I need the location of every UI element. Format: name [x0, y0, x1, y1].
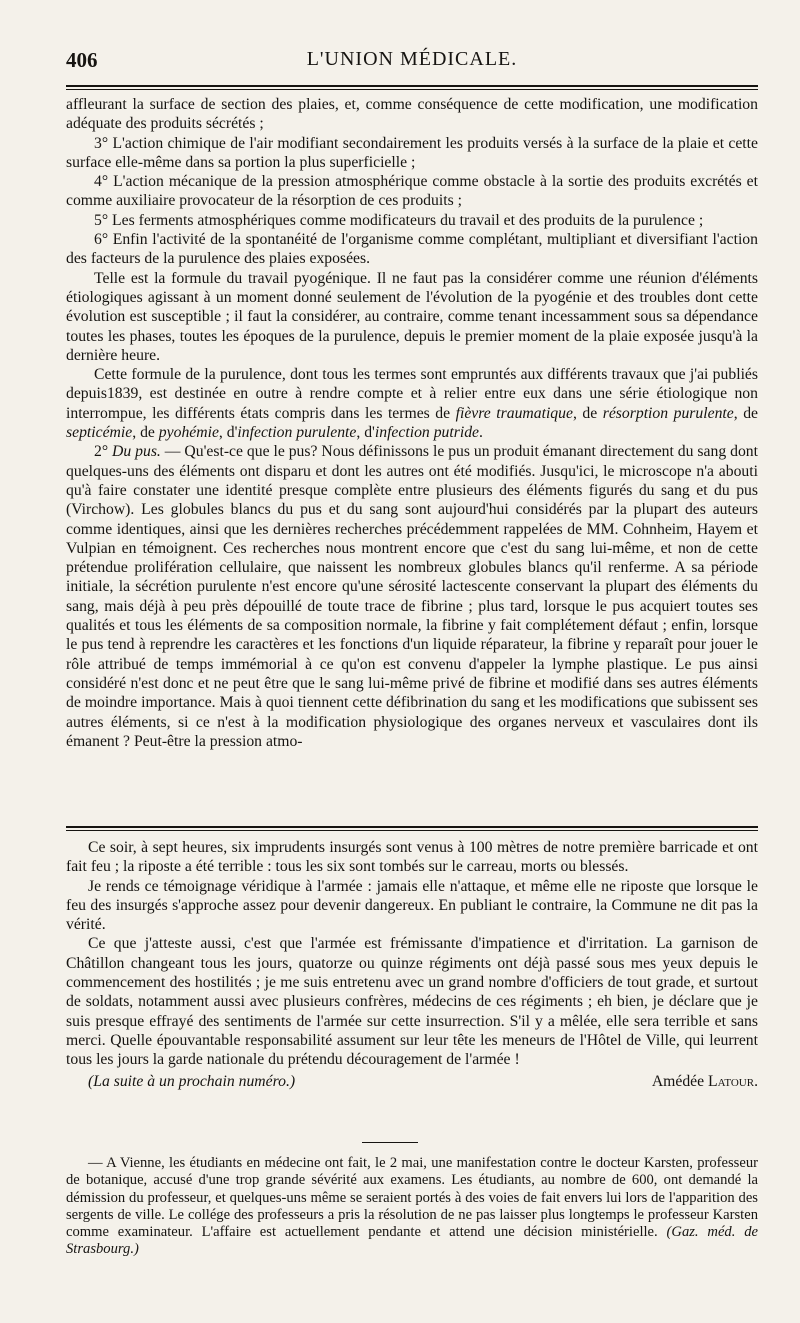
signature-line: [66, 1072, 758, 1091]
section-number: 2°: [94, 443, 113, 461]
feuilleton: [66, 838, 758, 1091]
paragraph: Ce que j'atteste aussi, c'est que l'armée est frémissante d'impatience et d'irritation. La garnison de Châtillon changeant tous les jours, quatorze ou quinze régiments ont déjà passé sous mes yeux depuis le commencement des hostilités ; je me suis entretenu avec un grand nombre d'officiers de tout grade, et surtout de soldats, notamment aussi avec plusieurs confrères, médecins de ces régiments ; eh bien, je déclare que je suis presque effrayé des sentiments de l'armée sur cette insurrection. S'il y a mêlée, elle sera terrible et sans merci. Quelle épouvantable responsabilité assument sur leur tête les meneurs de l'Hôtel de Ville, qui leurrent tous les jours la garde nationale du prétendu découragement de l'armée !: [66, 935, 758, 1069]
text-run: , de: [733, 404, 758, 422]
news-item: [66, 1155, 758, 1259]
page-header: [66, 48, 758, 78]
paragraph: Je rends ce témoignage véridique à l'armée : jamais elle n'attaque, et même elle ne riposte que lorsque le feu des insurgés s'approche assez pour devenir dangereux. En publiant le contraire, la Commune ne dit pas la vérité.: [66, 877, 758, 934]
continuation-note: (La suite à un prochain numéro.): [88, 1072, 296, 1090]
section-divider: [362, 1142, 418, 1143]
term: infection purulente: [237, 424, 357, 442]
author-first-name: Amédée: [651, 1072, 709, 1090]
text-run: , de: [572, 404, 603, 422]
page-number: 406: [66, 48, 98, 72]
text-run: , d': [356, 424, 375, 442]
paragraph: Telle est la formule du travail pyogénique. Il ne faut pas la considérer comme une réunion d'éléments étiologiques agissant à un moment donné seulement de l'évolution de la pyogénie et des troubles dont cette évolution est susceptible ; il faut la considérer, au contraire, comme tenant incessamment sous sa dépendance toutes les phases, toutes les époques de la purulence, depuis le premier moment de la plaie exposée jusqu'à la dernière heure.: [66, 269, 758, 364]
text-run: .: [479, 424, 483, 442]
term: fièvre traumatique: [455, 404, 573, 422]
term: septicémie: [66, 424, 133, 442]
text-run: — A Vienne, les étudiants en médecine ont fait, le 2 mai, une manifestation contre le docteur Karsten, professeur de botanique, accusé d'une trop grande sévérité aux examens. Les étudiants, au nombre de 600, ont demandé la démission du professeur, et quelques-uns même se seraient portés à des voies de fait envers lui lors de l'apparition des sergents de ville. Le collége des professeurs a pris la résolution de ne pas laisser plus longtemps le professeur Karsten comme examinateur. L'affaire est actuellement pendante et attend une décision ministérielle.: [66, 1155, 758, 1241]
paragraph: [66, 442, 758, 751]
text-run: — Qu'est-ce que le pus? Nous définissons le pus un produit émanant directement du sang dont quelques-uns des éléments ont disparu et dont les autres ont été modifiés. Jusqu'ici, le microscope n'a abouti qu'à faire constater une identité presque complète entre plusieurs des éléments figurés du sang et du pus (Virchow). Les globules blancs du pus et du sang sont aujourd'hui considérés par la plupart des auteurs comme identiques, ainsi que les dernières recherches précédemment rappelées de MM. Cohnheim, Hayem et Vulpian en témoignent. Ces recherches nous montrent encore que c'est du sang lui-même, et non de cette prétendue prolifération cellulaire, que naissent les nombreux globules blancs qu'il renferme. A sa période initiale, la sécrétion purulente n'est encore qu'une sérosité lactescente conservant la plupart des éléments du sang, mais déjà à peu près dépouillé de toute trace de fibrine ; plus tard, lorsque le pus acquiert toutes ses qualités et tous les éléments de sa composition normale, la fibrine y fait complétement défaut ; enfin, lorsque le pus tend à reprendre les caractères et les fonctions d'un liquide réparateur, la fibrine y reparaît pour jouer le rôle attribué de temps immémorial à ce qu'on est convenu d'appeler la lymphe plastique. Le pus ainsi considéré n'est donc et ne peut être que le sang lui-même privé de fibrine et modifié dans ses autres éléments de moindre importance. Mais à quoi tiennent cette défibrination du sang et les modifications que subissent ses autres éléments, si ce n'est à la modification physiologique des organes nerveux et vasculaires dont ils émanent ? Peut-être la pression atmo-: [66, 443, 758, 750]
paragraph: [66, 1155, 758, 1259]
paragraph: 5° Les ferments atmosphériques comme modificateurs du travail et des produits de la purulence ;: [94, 211, 704, 229]
paragraph: 4° L'action mécanique de la pression atmosphérique comme obstacle à la sortie des produits excrétés et comme auxiliaire provocateur de la résorption de ces produits ;: [66, 173, 758, 210]
section-heading: Du pus.: [112, 443, 161, 461]
author-signature: [652, 1072, 758, 1091]
term: infection putride: [374, 424, 480, 442]
source-citation: (Gaz. méd. de Strasbourg.): [66, 1224, 759, 1258]
running-title: L'UNION MÉDICALE.: [306, 48, 518, 70]
header-rule: [66, 85, 758, 90]
main-article: [66, 95, 758, 751]
term: résorption purulente: [602, 404, 734, 422]
paragraph: Ce soir, à sept heures, six imprudents insurgés sont venus à 100 mètres de notre première barricade et ont fait feu ; la riposte a été terrible : tous les six sont tombés sur le carreau, morts ou blessés.: [66, 839, 758, 876]
paragraph: [66, 365, 758, 442]
author-last-name: Latour.: [708, 1072, 758, 1090]
paragraph: 6° Enfin l'activité de la spontanéité de l'organisme comme complétant, multipliant et diversifiant l'action des facteurs de la purulence des plaies exposées.: [66, 231, 758, 268]
paragraph: affleurant la surface de section des plaies, et, comme conséquence de cette modification, une modification adéquate des produits sécrétés ;: [66, 96, 758, 133]
paragraph: 3° L'action chimique de l'air modifiant secondairement les produits versés à la surface de la plaie et cette surface elle-même dans sa portion la plus superficielle ;: [66, 134, 758, 171]
text-run: , de: [132, 424, 159, 442]
term: pyohémie: [158, 424, 219, 442]
feuilleton-rule: [66, 826, 758, 831]
text-run: , d': [218, 424, 238, 442]
text-run: Cette formule de la purulence, dont tous les termes sont empruntés aux différents travaux que j'ai publiés depuis1839, est destinée en outre à rendre compte et à relier entre eux dans une série étiologique non interrompue, les différents états compris dans les termes de: [66, 366, 758, 422]
